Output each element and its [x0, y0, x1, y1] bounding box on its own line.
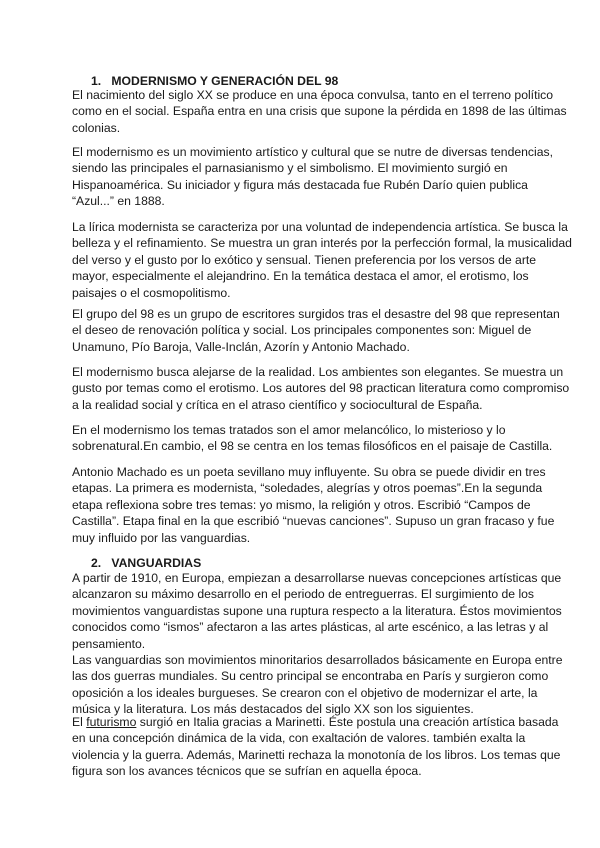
paragraph-temas: En el modernismo los temas tratados son el amor melancólico, lo misterioso y lo sobrenatural.En cambio, el 98 se centra en los temas filosóficos en el paisaje de Castilla.: [72, 423, 553, 454]
section-heading-vanguardias: [91, 555, 201, 571]
paragraph-realidad: El modernismo busca alejarse de la realidad. Los ambientes son elegantes. Se muestra un gusto por temas como el erotismo. Los autores del 98 practican literatura como compromiso a la realidad social y crítica en el atraso científico y sociocultural de España.: [72, 365, 570, 412]
paragraph-nacimiento: El nacimiento del siglo XX se produce en una época convulsa, tanto en el terreno político como en el social. España entra en una crisis que supone la pérdida en 1898 de las últimas colonias.: [72, 88, 567, 135]
section-number: 2.: [91, 556, 102, 570]
futurismo-term: futurismo: [86, 715, 137, 729]
paragraph-vanguardias: A partir de 1910, en Europa, empiezan a desarrollarse nuevas concepciones artísticas que alcanzaron su máximo desarrollo en el periodo de entreguerras. El surgimiento de los movimientos vanguardistas supone una ruptura respecto a la literatura. Éstos movimientos conocidos como “ismos” afectaron a las artes plásticas, al arte escénico, a las letras y al pensamiento. Las vanguardias son movimientos minoritarios desarrollados básicamente en Europa entre las dos guerras mundiales. Su centro principal se encontraba en París y surgieron como oposición a los ideales burgueses. Se crearon con el objetivo de modernizar el arte, la música y la literatura. Los más destacados del siglo XX son los siguientes.: [72, 571, 563, 717]
paragraph-lirica-modernista: La lírica modernista se caracteriza por una voluntad de independencia artística. Se busca la belleza y el refinamiento. Se muestra un gran interés por la perfección formal, la musicalidad del verso y el gusto por lo exótico y sensual. Tienen preferencia por los versos de arte mayor, especialmente el alejandrino. En la temática destaca el amor, el erotismo, los paisajes o el cosmopolitismo.: [72, 220, 572, 300]
paragraph-grupo-98: El grupo del 98 es un grupo de escritores surgidos tras el desastre del 98 que representan el deseo de renovación política y social. Los principales componentes son: Miguel de Unamuno, Pío Baroja, Valle-Inclán, Azorín y Antonio Machado.: [72, 307, 560, 354]
paragraph-antonio-machado: Antonio Machado es un poeta sevillano muy influyente. Su obra se puede dividir en tres etapas. La primera es modernista, “soledades, alegrías y otros poemas”.En la segunda etapa reflexiona sobre tres temas: yo mismo, la religión y otros. Escribió “Campos de Castilla”. Etapa final en la que escribió “nuevas canciones”. Supuso un gran fracaso y fue muy influido por las vanguardias.: [72, 465, 555, 545]
paragraph-futurismo: El futurismo surgió en Italia gracias a Marinetti. Éste postula una creación artística basada en una concepción dinámica de la vida, con exaltación de valores. también exalta la violencia y la guerra. Además, Marinetti rechaza la monotonía de los libros. Los temas que figura son los avances técnicos que se sufrían en aquella época.: [72, 715, 561, 779]
section-number: 1.: [91, 74, 102, 88]
section-title: VANGUARDIAS: [111, 556, 202, 570]
section-title: MODERNISMO Y GENERACIÓN DEL 98: [111, 74, 339, 88]
paragraph-modernismo: El modernismo es un movimiento artístico y cultural que se nutre de diversas tendencias, siendo las principales el parnasianismo y el simbolismo. El movimiento surgió en Hispanoamérica. Su iniciador y figura más destacada fue Rubén Darío quien publica “Azul...” en 1888.: [72, 145, 553, 209]
